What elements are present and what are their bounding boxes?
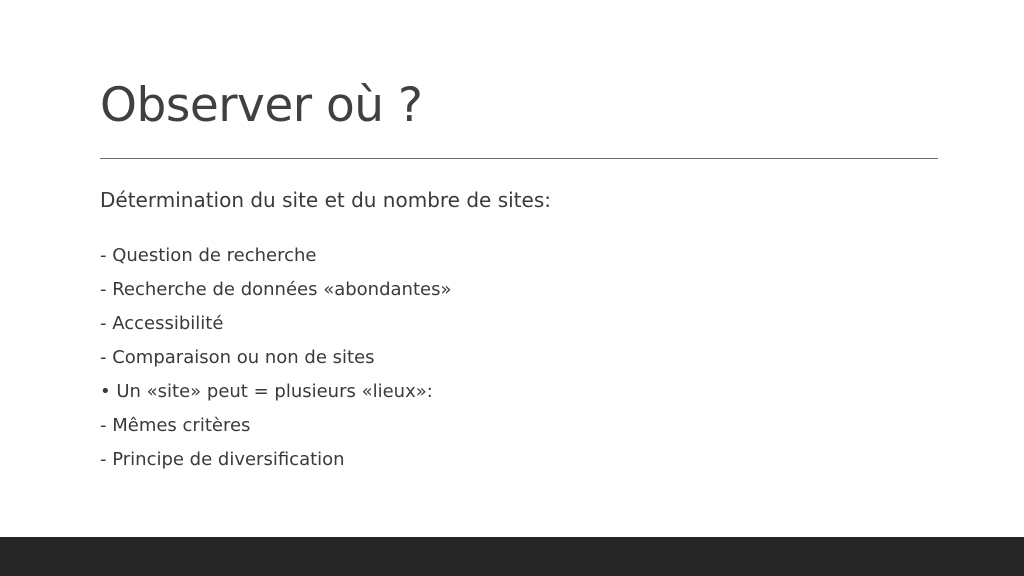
- list-item: - Accessibilité: [100, 313, 224, 334]
- list-item: - Principe de diversification: [100, 449, 345, 470]
- list-item: - Question de recherche: [100, 245, 317, 266]
- list-item: - Comparaison ou non de sites: [100, 347, 375, 368]
- list-item: - Mêmes critères: [100, 415, 251, 436]
- slide-subtitle: Détermination du site et du nombre de sites:: [100, 188, 551, 212]
- list-item: - Recherche de données «abondantes»: [100, 279, 452, 300]
- slide-title: Observer où ?: [100, 78, 423, 133]
- title-divider: [100, 158, 938, 159]
- footer-bar: [0, 537, 1024, 576]
- bullet-list: [100, 239, 451, 477]
- list-item: • Un «site» peut = plusieurs «lieux»:: [100, 381, 433, 402]
